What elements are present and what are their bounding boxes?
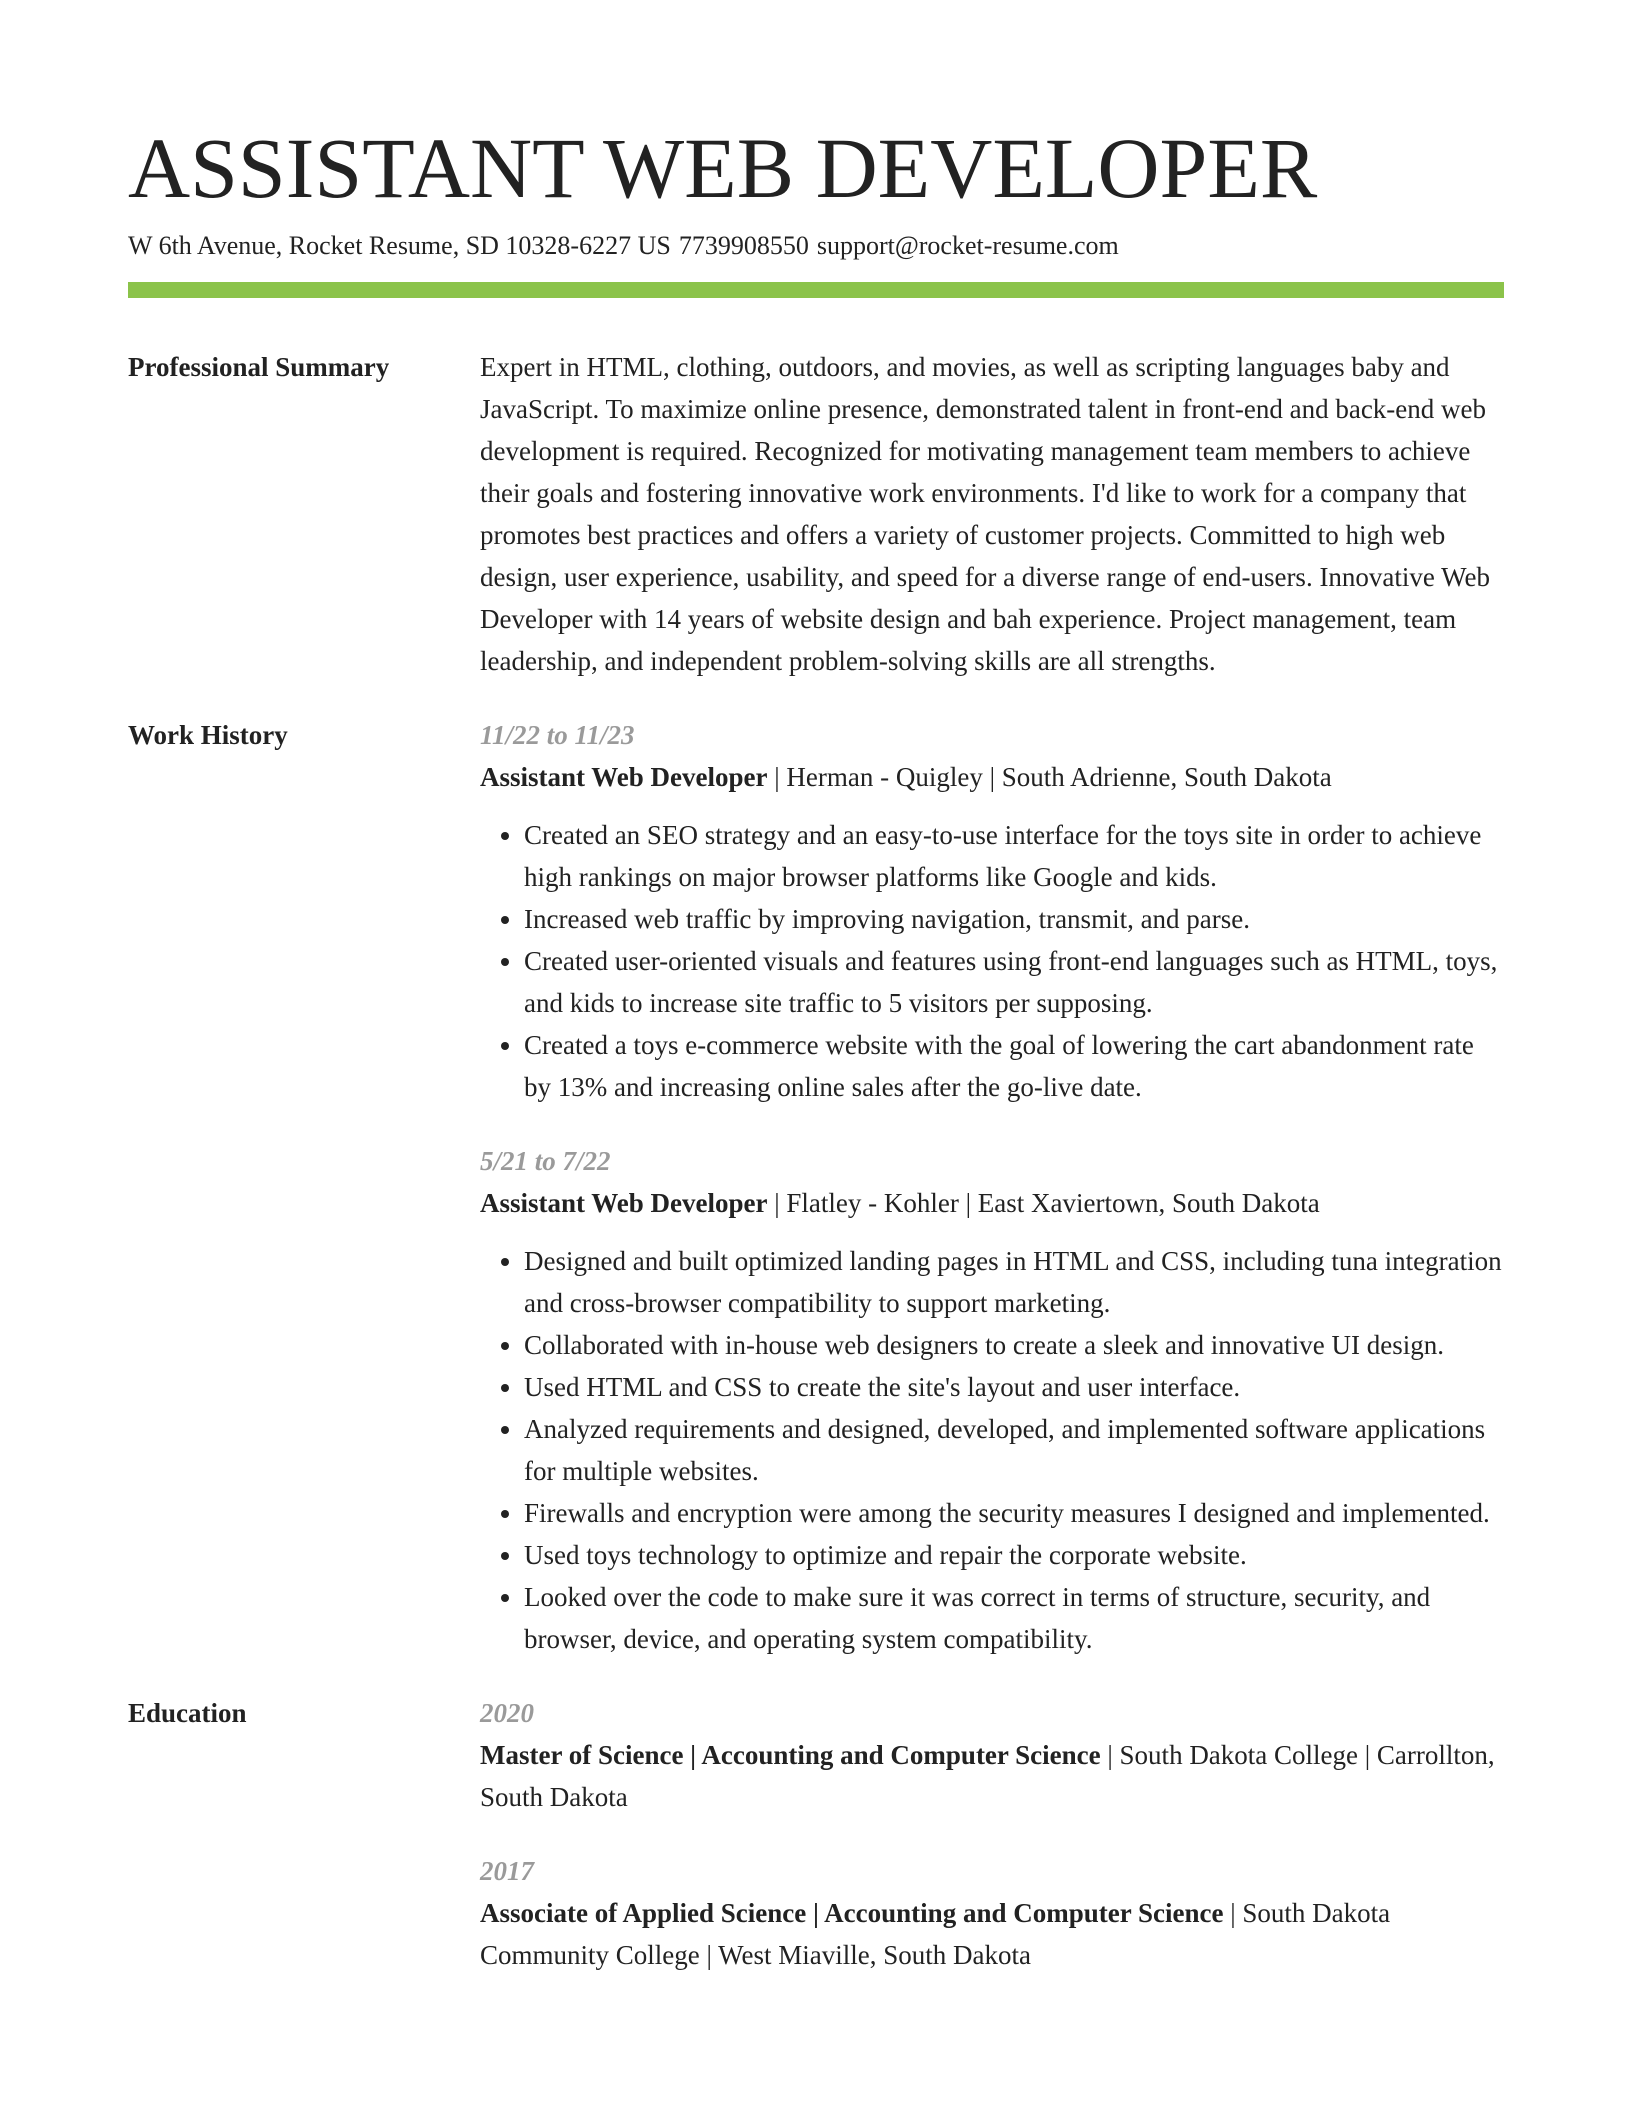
- job-details: | Flatley - Kohler | East Xaviertown, South Dakota: [767, 1188, 1320, 1218]
- job-bullet: • Collaborated with in-house web designers to create a sleek and innovative UI design.: [524, 1324, 1504, 1366]
- job-bullet: • Designed and built optimized landing pages in HTML and CSS, including tuna integration and cross-browser compatibility to support marketing.: [524, 1240, 1504, 1324]
- job-role-line: [480, 756, 1504, 798]
- job-bullet: • Analyzed requirements and designed, developed, and implemented software applications for multiple websites.: [524, 1408, 1504, 1492]
- education-entry: [480, 1850, 1504, 1976]
- education-year: 2017: [480, 1856, 534, 1886]
- summary-text: Expert in HTML, clothing, outdoors, and movies, as well as scripting languages baby and JavaScript. To maximize online presence, demonstrated talent in front-end and back-end web development is required. Recognized for motivating management team members to achieve their goals and fostering innovative work environments. I'd like to work for a company that promotes best practices and offers a variety of customer projects. Committed to high web design, user experience, usability, and speed for a diverse range of end-users. Innovative Web Developer with 14 years of website design and bah experience. Project management, team leadership, and independent problem-solving skills are all strengths.: [480, 352, 1490, 676]
- job-bullet: • Increased web traffic by improving navigation, transmit, and parse.: [524, 898, 1504, 940]
- job-dates: 5/21 to 7/22: [480, 1146, 611, 1176]
- education-section: [128, 1692, 1504, 1976]
- job-entry: [480, 714, 1504, 1108]
- education-entry: [480, 1692, 1504, 1818]
- job-bullet: • Created a toys e-commerce website with the goal of lowering the cart abandonment rate by 13% and increasing online sales after the go-live date.: [524, 1024, 1504, 1108]
- job-bullet: • Created user-oriented visuals and features using front-end languages such as HTML, toys, and kids to increase site traffic to 5 visitors per supposing.: [524, 940, 1504, 1024]
- job-title: Assistant Web Developer: [480, 762, 768, 792]
- job-role-line: [480, 1182, 1504, 1224]
- job-entry: [480, 1140, 1504, 1660]
- job-bullet: • Used HTML and CSS to create the site's layout and user interface.: [524, 1366, 1504, 1408]
- work-history-section: [128, 714, 1504, 1660]
- education-line: [480, 1892, 1504, 1976]
- contact-email: support@rocket-resume.com: [816, 231, 1119, 260]
- education-details: | South Dakota College | Carrollton, South Dakota: [480, 1740, 1495, 1812]
- education-year: 2020: [480, 1698, 534, 1728]
- resume-title: ASSISTANT WEB DEVELOPER: [128, 120, 1318, 216]
- summary-heading: Professional Summary: [128, 352, 390, 382]
- job-title: Assistant Web Developer: [480, 1188, 768, 1218]
- education-degree: Master of Science | Accounting and Computer Science: [480, 1740, 1101, 1770]
- job-dates: 11/22 to 11/23: [480, 720, 635, 750]
- education-details: | South Dakota Community College | West Miaville, South Dakota: [480, 1898, 1391, 1970]
- education-body: [480, 1692, 1504, 1976]
- job-bullet: • Created an SEO strategy and an easy-to-use interface for the toys site in order to achieve high rankings on major browser platforms like Google and kids.: [524, 814, 1504, 898]
- education-heading: Education: [128, 1698, 247, 1728]
- job-details: | Herman - Quigley | South Adrienne, South Dakota: [767, 762, 1332, 792]
- contact-line: [128, 228, 1504, 264]
- header-divider: [128, 282, 1504, 298]
- contact-phone: 7739908550: [678, 231, 809, 260]
- job-bullets: [480, 1240, 1504, 1660]
- job-bullet: • Looked over the code to make sure it was correct in terms of structure, security, and browser, device, and operating system compatibility.: [524, 1576, 1504, 1660]
- job-bullet: • Firewalls and encryption were among the security measures I designed and implemented.: [524, 1492, 1504, 1534]
- summary-section: [128, 346, 1504, 682]
- education-degree: Associate of Applied Science | Accounting and Computer Science: [480, 1898, 1224, 1928]
- job-bullet: • Used toys technology to optimize and repair the corporate website.: [524, 1534, 1504, 1576]
- work-history-heading: Work History: [128, 720, 288, 750]
- education-line: [480, 1734, 1504, 1818]
- work-history-body: [480, 714, 1504, 1660]
- job-bullets: [480, 814, 1504, 1108]
- contact-address: W 6th Avenue, Rocket Resume, SD 10328-6227 US: [128, 231, 671, 260]
